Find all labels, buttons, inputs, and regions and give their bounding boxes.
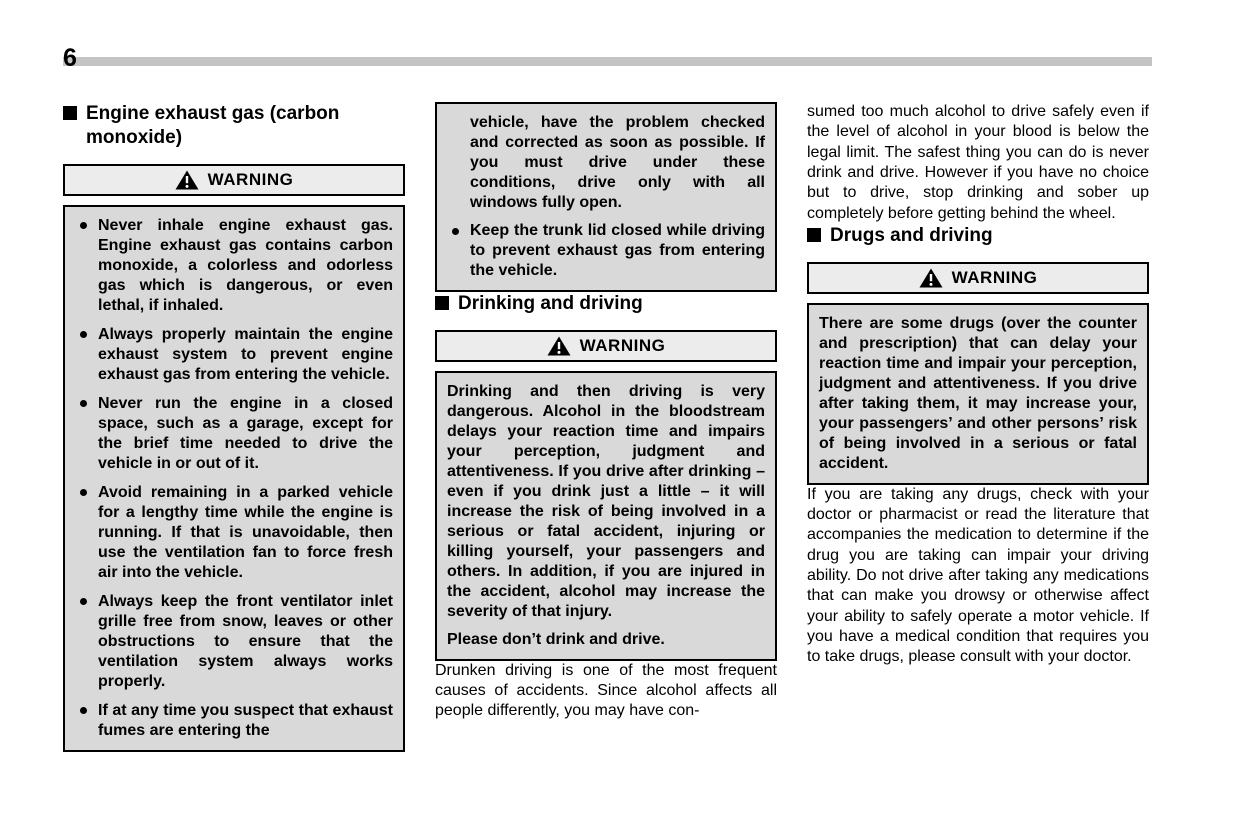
warning-body [807,303,1149,485]
warning-body-continuation [435,102,777,292]
page-header [0,0,1241,72]
content-columns [0,72,1241,752]
section-square-marker-icon [807,228,821,242]
warning-body [63,205,405,752]
warning-triangle-icon [175,170,199,190]
header-rule [63,57,1152,66]
warning-paragraph: Drinking and then driving is very dangerous. Alcohol in the bloodstream delays your reaction time and impairs your perception, judgment and attentiveness. If you drive after drinking – even if you drink just a little – it will increase the risk of being involved in a serious or fatal accident, injuring or killing yourself, your passengers and others. In addition, if you are injured in the accident, alcohol may increase the severity of that injury. [447,382,765,620]
warning-bullet: If at any time you suspect that exhaust fumes are entering the [75,701,393,741]
section-heading-drinking [435,292,777,316]
body-paragraph: Drunken driving is one of the most frequent causes of accidents. Since alcohol affects all people differently, you may have con- [435,661,777,720]
warning-bullet: Keep the trunk lid closed while driving to prevent exhaust gas from entering the vehicle. [447,221,765,281]
section-heading-engine-exhaust [63,102,405,150]
warning-body [435,371,777,661]
warning-box-drugs [807,262,1149,485]
warning-header [807,262,1149,294]
body-paragraph: sumed too much alcohol to drive safely even if the level of alcohol in your blood is below the legal limit. The safest thing you can do is never drink and drive. However if you have no choice but to drive, stop drinking and sober up completely before getting behind the wheel. [807,103,1149,222]
warning-bullet: Always properly maintain the engine exhaust system to prevent engine exhaust gas from entering the vehicle. [75,325,393,385]
column-3 [807,102,1149,752]
warning-label: WARNING [207,169,294,189]
warning-label: WARNING [951,267,1038,287]
warning-header [435,330,777,362]
warning-paragraph: There are some drugs (over the counter and prescription) that can delay your reaction time and impair your perception, judgment and attentiveness. If you drive after taking them, it may increase your, your passengers’ and other persons’ risk of being involved in a serious or fatal accident. [819,314,1137,472]
warning-header [63,164,405,196]
column-1 [63,102,405,752]
warning-bullet: Always keep the front ventilator inlet grille free from snow, leaves or other obstructions to ensure that the ventilation system always works properly. [75,592,393,692]
section-heading-text: Drugs and driving [830,224,993,246]
section-heading-text: Engine exhaust gas (carbon monoxide) [86,103,340,148]
warning-bullet-list [447,221,765,281]
section-heading-drugs [807,224,1149,248]
warning-label: WARNING [579,335,666,355]
body-paragraph: If you are taking any drugs, check with your doctor or pharmacist or read the literature that accompanies the medication to determine if the drug you are taking can impair your driving ability. Do not drive after taking any medications that can make you drowsy or otherwise affect your ability to safely operate a motor vehicle. If you have a medical condition that requires you to take drugs, please consult with your doctor. [807,485,1149,666]
section-heading-text: Drinking and driving [458,293,643,314]
section-square-marker-icon [63,106,77,120]
page-number: 6 [63,44,77,72]
section-square-marker-icon [435,296,449,310]
warning-emphasis: Please don’t drink and drive. [447,630,665,648]
column-2 [435,102,777,752]
warning-triangle-icon [547,336,571,356]
warning-triangle-icon [919,268,943,288]
warning-bullet: Never run the engine in a closed space, such as a garage, except for the brief time needed to drive the vehicle in or out of it. [75,394,393,474]
warning-box-drinking [435,330,777,661]
warning-bullet: Avoid remaining in a parked vehicle for a lengthy time while the engine is running. If that is unavoidable, then use the ventilation fan to force fresh air into the vehicle. [75,483,393,583]
warning-bullet-list [75,216,393,741]
warning-continuation-text: vehicle, have the problem checked and corrected as soon as possible. If you must drive under these conditions, drive only with all windows fully open. [470,114,765,211]
warning-box-engine-exhaust [63,164,405,752]
warning-bullet: Never inhale engine exhaust gas. Engine exhaust gas contains carbon monoxide, a colorless and odorless gas which is dangerous, or even lethal, if inhaled. [75,216,393,316]
